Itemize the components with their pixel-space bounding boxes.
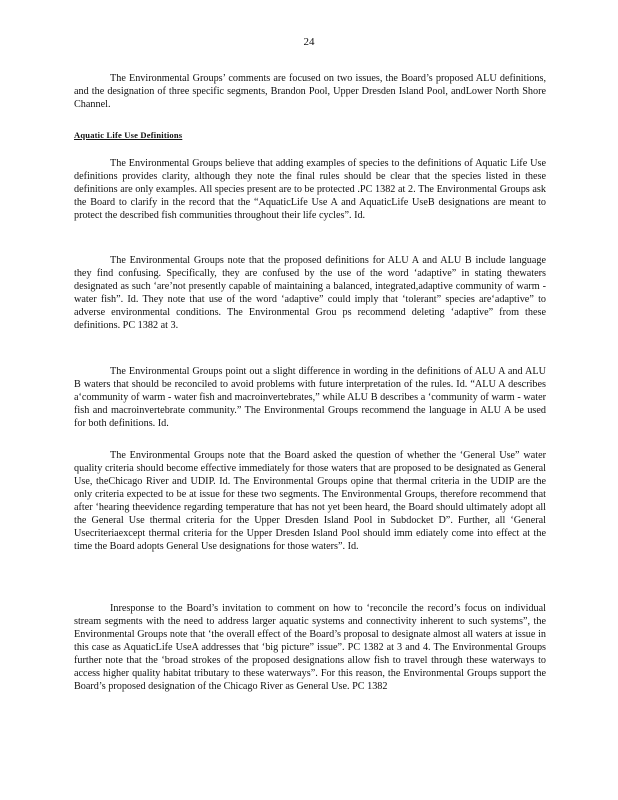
paragraph-general-use bbox=[74, 449, 546, 553]
paragraph-text: The Environmental Groups note that the proposed definitions for ALU A and ALU B include language they find confusing. Specifically, they are confused by the use of the word ‘adaptive” in stating thewaters designated as such ‘are’not presently capable of maintaining a balanced, integrated,adaptive community of warm - water fish”. Id. They note that use of the word ‘adaptive” could imply that ‘tolerant” species are‘adaptive” to adverse environmental conditions. The Environmental Grou ps recommend deleting ‘adaptive” from these definitions. PC 1382 at 3. bbox=[74, 255, 546, 331]
paragraph-response bbox=[74, 602, 546, 693]
section-heading: Aquatic Life Use Definitions bbox=[74, 130, 183, 140]
paragraph-adaptive bbox=[74, 254, 546, 332]
paragraph-text: Inresponse to the Board’s invitation to comment on how to ‘reconcile the record’s focus on individual stream segments with the need to address larger aquatic systems and connectivity inherent to such systems”, the Environmental Groups note that ‘the overall effect of the Board’s proposal to designate almost all waters at issue in this case as AquaticLife UseA addresses that ‘big picture” issue”. PC 1382 at 3 and 4. The Environmental Groups further note that the ‘broad strokes of the proposed designations allow fish to travel through these waterways to access higher quality habitat tributary to these waterways”. For this reason, the Environmental Groups support the Board’s proposed designation of the Chicago River as General Use. PC 1382 bbox=[74, 603, 546, 692]
paragraph-text: The Environmental Groups’ comments are focused on two issues, the Board’s proposed ALU definitions, and the designation of three specific segments, Brandon Pool, Upper Dresden Island Pool, andLower North Shore Channel. bbox=[74, 73, 546, 110]
paragraph-text: The Environmental Groups point out a slight difference in wording in the definitions of ALU A and ALU B waters that should be reconciled to avoid problems with future interpretation of the rules. Id. “ALU A describes a‘community of warm - water fish and macroinvertebrates,” while ALU B describes a ‘community of warm - water fish and macroinvertebrate community.” The Environmental Groups recommend the language in ALU A be used for both definitions. Id. bbox=[74, 366, 546, 429]
page-number: 24 bbox=[303, 36, 315, 48]
paragraph-wording bbox=[74, 365, 546, 430]
paragraph-text: The Environmental Groups believe that adding examples of species to the definitions of Aquatic Life Use definitions provides clarity, although they note the final rules should be clear that the species listed in these definitions are only examples. All species present are to be protected .PC 1382 at 2. The Environmental Groups ask the Board to clarify in the record that the “AquaticLife Use A and AquaticLife UseB designations are meant to protect the described fish communities throughout their life cycles”. Id. bbox=[74, 158, 546, 221]
intro-paragraph bbox=[74, 72, 546, 111]
paragraph-text: The Environmental Groups note that the Board asked the question of whether the ‘General Use” water quality criteria should become effective immediately for those waters that are proposed to be designated as General Use, theChicago River and UDIP. Id. The Environmental Groups opine that thermal criteria in the UDIP are the only criteria expected to be at issue for these two segments. The Environmental Groups, therefore recommend that after ‘hearing theevidence regarding temperature that has not yet been heard, the Board should ultimately adopt all the General Use thermal criteria for the Upper Dresden Island Pool in Subdocket D”. Further, all ‘General Usecriteriaexcept thermal criteria for the Upper Dresden Island Pool should imm ediately come into effect at the time the Board adopts General Use designations for those waters”. Id. bbox=[74, 450, 546, 552]
paragraph-species bbox=[74, 157, 546, 222]
